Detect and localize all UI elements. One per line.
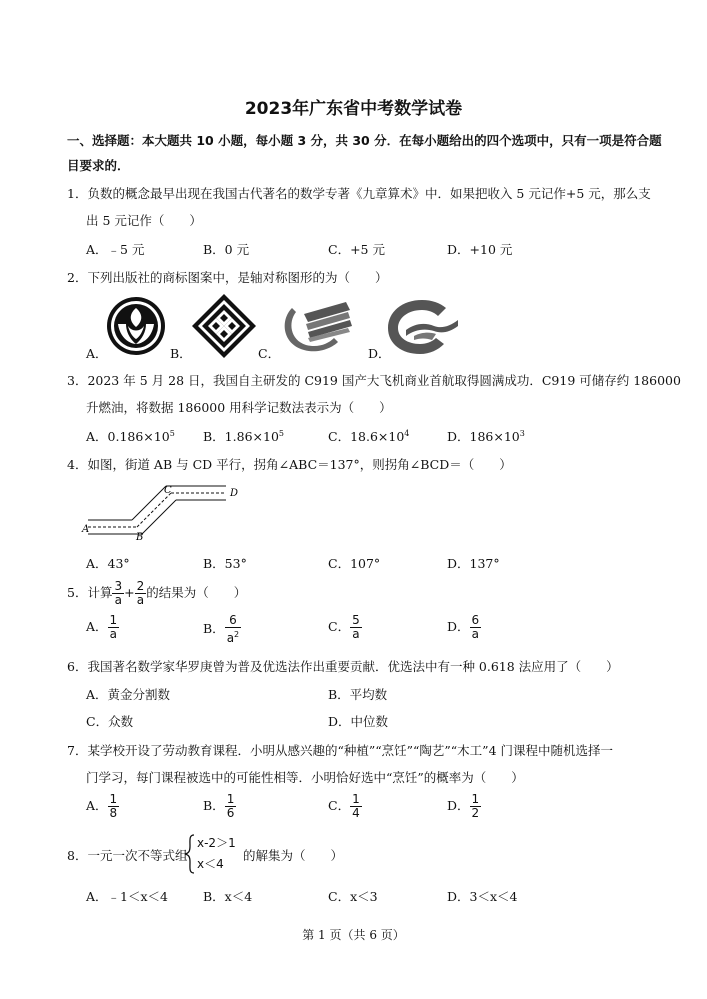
q2-label-a: A．	[86, 346, 108, 361]
q6-option-b: B．平均数	[328, 687, 388, 702]
logo-d-image	[384, 296, 464, 358]
section-heading-line2: 目要求的．	[67, 158, 130, 173]
q1-option-b: B．0 元	[203, 242, 250, 257]
logo-c-image	[278, 298, 356, 358]
q5-option-a: A． $\frac{1}{a}$	[86, 613, 118, 641]
q7-option-a: A． $\frac{1}{8}$	[86, 792, 118, 820]
logo-a-image	[104, 294, 168, 358]
q8-suffix: 的解集为（ ）	[243, 848, 344, 863]
q7-option-b: B． $\frac{1}{6}$	[203, 792, 235, 820]
q8-option-b: B．x＜4	[203, 889, 253, 904]
q4-option-a: A．43°	[86, 556, 130, 571]
q6-option-d: D．中位数	[328, 714, 389, 729]
q2-text: 2．下列出版社的商标图案中，是轴对称图形的为（ ）	[67, 270, 388, 285]
q5-option-d: D． $\frac{6}{a}$	[447, 613, 480, 641]
q6-option-c: C．众数	[86, 714, 134, 729]
q4-label-c: C	[164, 485, 172, 496]
q8-option-a: A．﹣1＜x＜4	[86, 889, 168, 904]
q4-label-a: A	[82, 524, 90, 535]
q5-option-b: B． $\frac{6}{a^2}$	[203, 613, 240, 645]
q3-option-a: A．$0.186\times 10^5$	[86, 428, 175, 444]
q3-text-line1: 3．2023 年 5 月 28 日，我国自主研发的 C919 国产大飞机商业首航取得圆满成功．C919 可储存约 186000	[67, 373, 681, 388]
paper-title: 2023年广东省中考数学试卷	[244, 99, 463, 119]
q1-text-line1: 1．负数的概念最早出现在我国古代著名的数学专著《九章算术》中．如果把收入 5 元记作+5 元，那么支	[67, 186, 651, 201]
q2-label-d: D．	[368, 346, 391, 361]
logo-b-image	[190, 292, 258, 360]
q4-option-c: C．107°	[328, 556, 381, 571]
page-footer: 第 1 页（共 6 页）	[302, 928, 405, 942]
q8-inequality-1: x-2＞1	[197, 836, 236, 850]
q4-option-d: D．137°	[447, 556, 500, 571]
q7-option-c: C． $\frac{1}{4}$	[328, 792, 360, 820]
q8-option-d: D．3＜x＜4	[447, 889, 518, 904]
q8-inequality-2: x＜4	[197, 857, 224, 871]
q3-text-line2: 升燃油，将数据 186000 用科学记数法表示为（ ）	[86, 400, 392, 415]
q5-option-c: C． $\frac{5}{a}$	[328, 613, 360, 641]
q5-fraction-2: $\frac{2}{a}$	[136, 579, 145, 607]
q1-option-d: D．+10 元	[447, 242, 513, 257]
q1-option-a: A．﹣5 元	[86, 242, 145, 257]
q8-option-c: C．x＜3	[328, 889, 378, 904]
q4-label-d: D	[230, 488, 239, 499]
q7-option-d: D． $\frac{1}{2}$	[447, 792, 480, 820]
q7-text-line2: 门学习，每门课程被选中的可能性相等．小明恰好选中“烹饪”的概率为（ ）	[86, 770, 524, 785]
q3-option-c: C．$18.6\times 10^4$	[328, 428, 410, 444]
q6-text: 6．我国著名数学家华罗庚曾为普及优选法作出重要贡献．优选法中有一种 0.618 法应用了（ ）	[67, 659, 619, 674]
q7-text-line1: 7．某学校开设了劳动教育课程．小明从感兴趣的“种植”“烹饪”“陶艺”“木工”4 门课程中随机选择一	[67, 743, 614, 758]
q4-option-b: B．53°	[203, 556, 247, 571]
q1-option-c: C．+5 元	[328, 242, 385, 257]
q2-label-c: C．	[258, 346, 281, 361]
q1-text-line2: 出 5 元记作（ ）	[86, 213, 202, 228]
q4-text: 4．如图，街道 AB 与 CD 平行，拐角∠ABC＝137°，则拐角∠BCD＝（ ）	[67, 457, 512, 472]
q5-fraction-1: $\frac{3}{a}$	[114, 579, 123, 607]
q8-brace	[184, 834, 196, 874]
q2-label-b: B．	[170, 346, 192, 361]
section-heading-line1: 一、选择题：本大题共 10 小题，每小题 3 分，共 30 分．在每小题给出的四个选项中，只有一项是符合题	[67, 133, 662, 148]
q3-option-b: B．$1.86\times 10^5$	[203, 428, 284, 444]
q3-option-d: D．$186\times 10^3$	[447, 428, 525, 444]
q5-text: 5．计算 $\frac{3}{a}$ + $\frac{2}{a}$ 的结果为（ ）	[67, 579, 247, 607]
q8-prefix: 8．一元一次不等式组	[67, 848, 188, 863]
q4-street-figure	[80, 478, 250, 544]
q6-option-a: A．黄金分割数	[86, 687, 171, 702]
q4-label-b: B	[136, 532, 144, 543]
